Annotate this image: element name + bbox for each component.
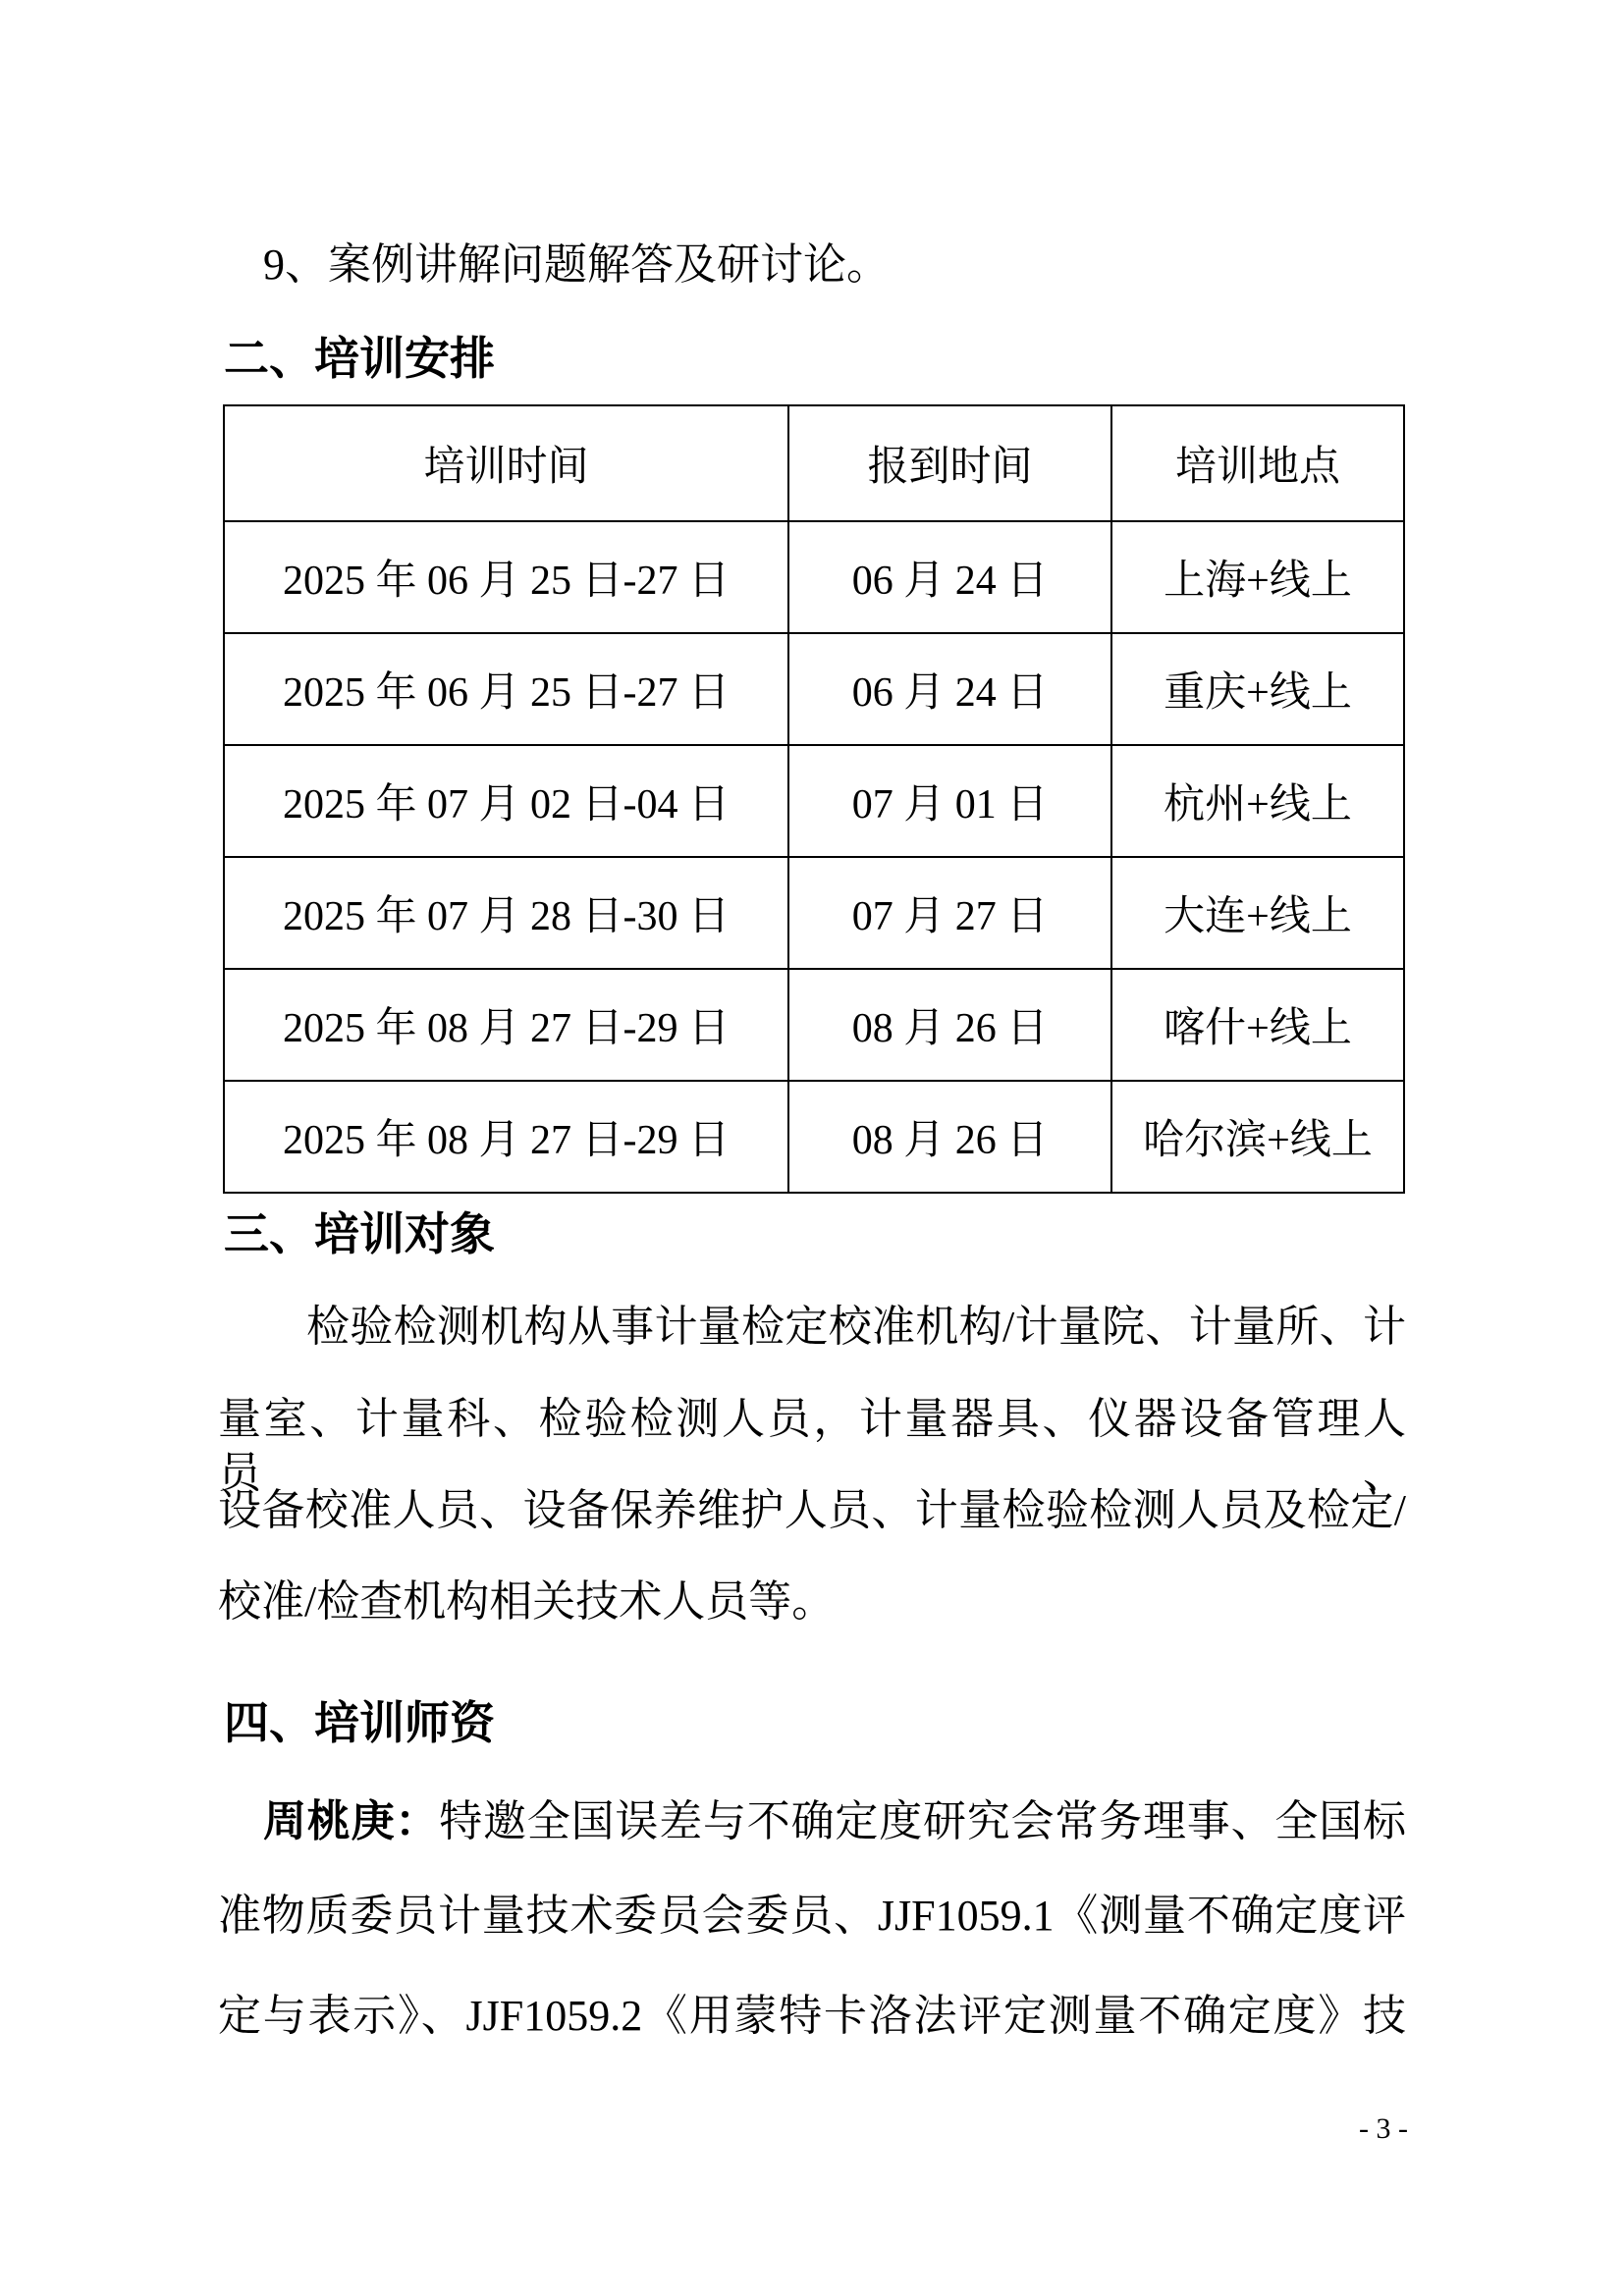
audience-paragraph-line-1: 检验检测机构从事计量检定校准机构/计量院、计量所、计	[306, 1303, 1406, 1351]
table-cell: 06 月 24 日	[788, 521, 1111, 633]
table-header-cell: 培训地点	[1111, 405, 1404, 521]
table-row	[224, 969, 1404, 1081]
section-heading-training-audience: 三、培训对象	[224, 1209, 495, 1259]
table-cell: 2025 年 06 月 25 日-27 日	[224, 521, 788, 633]
table-cell: 喀什+线上	[1111, 969, 1404, 1081]
table-row	[224, 633, 1404, 745]
table-cell: 07 月 01 日	[788, 745, 1111, 857]
table-cell: 上海+线上	[1111, 521, 1404, 633]
audience-paragraph-line-3: 设备校准人员、设备保养维护人员、计量检验检测人员及检定/	[218, 1486, 1406, 1534]
audience-paragraph-line-4: 校准/检查机构相关技术人员等。	[218, 1577, 836, 1626]
table-cell: 08 月 26 日	[788, 1081, 1111, 1193]
faculty-paragraph-line-3: 定与表示》、JJF1059.2《用蒙特卡洛法评定测量不确定度》技	[218, 1992, 1406, 2040]
section-heading-training-schedule: 二、培训安排	[224, 334, 495, 384]
table-cell: 2025 年 08 月 27 日-29 日	[224, 969, 788, 1081]
section-heading-training-faculty: 四、培训师资	[224, 1698, 495, 1748]
page-number: - 3 -	[1359, 2112, 1408, 2145]
table-cell: 06 月 24 日	[788, 633, 1111, 745]
table-row	[224, 521, 1404, 633]
table-row	[224, 745, 1404, 857]
training-schedule-table	[223, 404, 1405, 1194]
faculty-paragraph-line-1	[218, 1794, 1406, 1848]
table-row	[224, 1081, 1404, 1193]
table-cell: 2025 年 08 月 27 日-29 日	[224, 1081, 788, 1193]
instructor-intro-text: 特邀全国误差与不确定度研究会常务理事、全国标	[439, 1797, 1407, 1845]
table-row	[224, 857, 1404, 969]
faculty-paragraph-line-2: 准物质委员计量技术委员会委员、JJF1059.1《测量不确定度评	[218, 1892, 1406, 1940]
table-header-row	[224, 405, 1404, 521]
table-cell: 2025 年 07 月 02 日-04 日	[224, 745, 788, 857]
table-cell: 杭州+线上	[1111, 745, 1404, 857]
table-header-cell: 报到时间	[788, 405, 1111, 521]
table-cell: 2025 年 06 月 25 日-27 日	[224, 633, 788, 745]
list-item-9: 9、案例讲解问题解答及研讨论。	[263, 240, 890, 289]
instructor-name: 周桃庚：	[263, 1797, 440, 1845]
table-cell: 哈尔滨+线上	[1111, 1081, 1404, 1193]
table-cell: 大连+线上	[1111, 857, 1404, 969]
table-cell: 07 月 27 日	[788, 857, 1111, 969]
table-cell: 08 月 26 日	[788, 969, 1111, 1081]
table-cell: 重庆+线上	[1111, 633, 1404, 745]
table-header-cell: 培训时间	[224, 405, 788, 521]
table-cell: 2025 年 07 月 28 日-30 日	[224, 857, 788, 969]
audience-paragraph-line-2: 量室、计量科、检验检测人员，计量器具、仪器设备管理人员、	[218, 1395, 1406, 1497]
